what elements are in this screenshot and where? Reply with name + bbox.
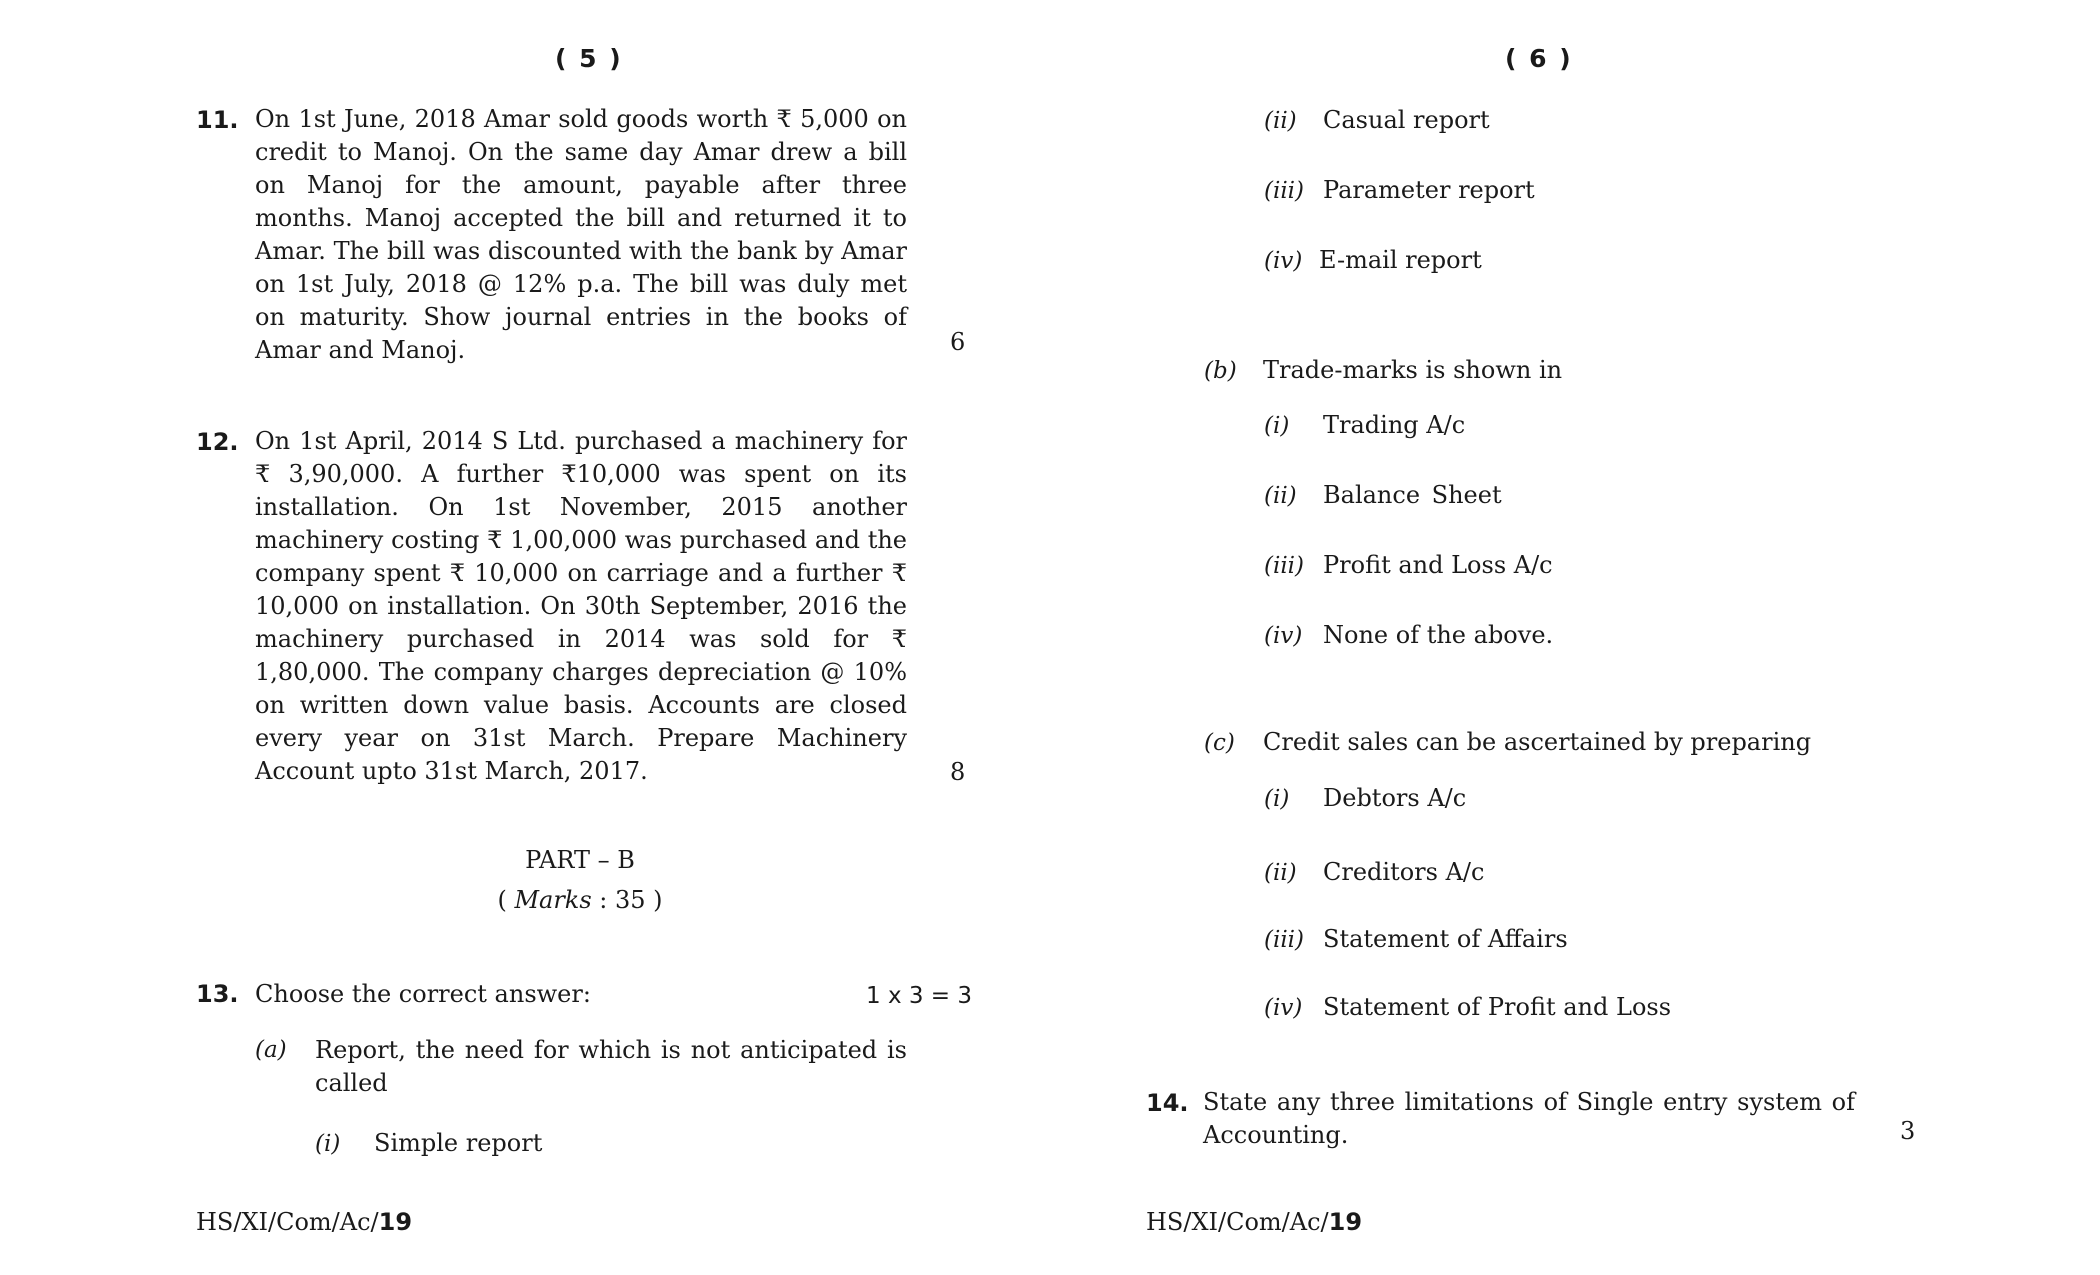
part-b-title: PART – B (525, 846, 635, 874)
question-13c-option-ii-label: (ii) (1264, 860, 1297, 886)
question-13c-text: Credit sales can be ascertained by preparing (1263, 728, 1812, 756)
question-13a-option-i-label: (i) (315, 1131, 341, 1157)
question-13a-option-iii-label: (iii) (1264, 178, 1305, 204)
question-13b-option-ii-label: (ii) (1264, 483, 1297, 509)
question-14-marks: 3 (1900, 1117, 1916, 1145)
question-13c-option-i-text: Debtors A/c (1323, 784, 1467, 812)
page-number-left: ( 5 ) (555, 44, 623, 73)
question-13a-option-i-text: Simple report (374, 1129, 543, 1157)
question-13-text: Choose the correct answer: (255, 980, 591, 1008)
question-13b-option-iii-text: Profit and Loss A/c (1323, 551, 1553, 579)
question-13b-text: Trade-marks is shown in (1263, 356, 1563, 384)
footer-left-year: 19 (378, 1208, 413, 1236)
question-13b-option-i-label: (i) (1264, 413, 1290, 439)
question-13c-option-iv-text: Statement of Profit and Loss (1323, 993, 1672, 1021)
question-11-number: 11. (196, 106, 239, 134)
part-b-marks-word: Marks (514, 886, 592, 914)
question-14-number: 14. (1146, 1089, 1189, 1117)
question-13b-option-i-text: Trading A/c (1323, 411, 1466, 439)
question-14-text: State any three limitations of Single entry system of Accounting. (1203, 1088, 1855, 1149)
question-13-marks: 1 x 3 = 3 (866, 983, 973, 1009)
question-13b-option-iii-label: (iii) (1264, 553, 1305, 579)
question-12-number: 12. (196, 428, 239, 456)
question-13b-option-iv-text: None of the above. (1323, 621, 1554, 649)
question-13c-option-iii-label: (iii) (1264, 927, 1305, 953)
question-13-number: 13. (196, 980, 239, 1008)
footer-left: HS/XI/Com/Ac/19 (196, 1208, 413, 1236)
question-11-text (255, 103, 907, 367)
question-13a-option-iv-text: E-mail report (1319, 246, 1482, 274)
question-13a-option-ii-label: (ii) (1264, 108, 1297, 134)
part-b-marks: ( Marks : 35 ) (497, 886, 663, 914)
question-13a-option-ii-text: Casual report (1323, 106, 1490, 134)
question-11-body: On 1st June, 2018 Amar sold goods worth ₹ 5,000 on credit to Manoj. On the same day Amar drew a bill on Manoj for the amount, payable after three months. Manoj accepted the bill and returned it to Amar. The bill was discounted with the bank by Amar on 1st July, 2018 @ 12% p.a. The bill was duly met on maturity. Show journal entries in the books of Amar and Manoj. (255, 105, 907, 364)
question-12-body: On 1st April, 2014 S Ltd. purchased a machinery for ₹ 3,90,000. A further ₹10,000 was spent on its installation. On 1st November, 2015 another machinery costing ₹ 1,00,000 was purchased and the company spent ₹ 10,000 on carriage and a further ₹ 10,000 on installation. On 30th September, 2016 the machinery purchased in 2014 was sold for ₹ 1,80,000. The company charges depreciation @ 10% on written down value basis. Accounts are closed every year on 31st March. Prepare Machinery Account upto 31st March, 2017. (255, 427, 907, 785)
question-13b-option-iv-label: (iv) (1264, 623, 1303, 649)
question-13b-option-ii-text: Balance Sheet (1323, 481, 1502, 509)
question-13c-option-iii-text: Statement of Affairs (1323, 925, 1568, 953)
question-13c-label: (c) (1204, 730, 1235, 756)
question-13a-label: (a) (255, 1037, 287, 1063)
question-12-marks: 8 (950, 758, 966, 786)
question-13c-option-i-label: (i) (1264, 786, 1290, 812)
question-13a-text: Report, the need for which is not anticipated is called (315, 1036, 907, 1097)
footer-right: HS/XI/Com/Ac/19 (1146, 1208, 1363, 1236)
question-12-text (255, 425, 907, 788)
page-number-right: ( 6 ) (1505, 44, 1573, 73)
question-13c-option-iv-label: (iv) (1264, 995, 1303, 1021)
question-13a-option-iii-text: Parameter report (1323, 176, 1535, 204)
question-13a-option-iv-label: (iv) (1264, 248, 1303, 274)
footer-right-year: 19 (1328, 1208, 1363, 1236)
question-11-marks: 6 (950, 328, 966, 356)
question-13c-option-ii-text: Creditors A/c (1323, 858, 1485, 886)
question-13b-label: (b) (1204, 358, 1237, 384)
